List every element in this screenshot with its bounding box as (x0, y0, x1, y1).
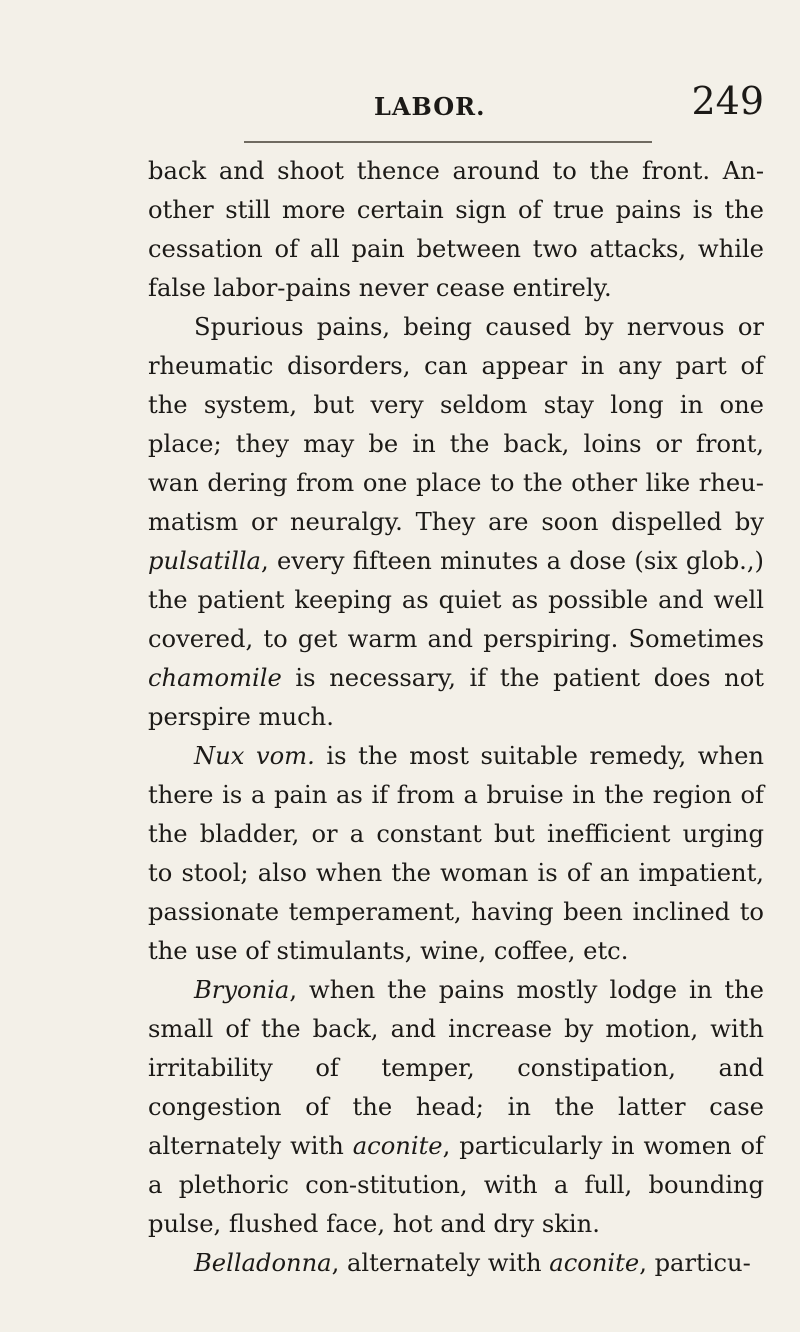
italic-term: Belladonna (194, 1249, 332, 1277)
text-run: Spurious pains, being caused by nervous or rheumatic disorders, can appear in any part of the system, but very seldom stay long in one place; they may be in the back, loins or front, wan dering from one place to the other like rheu-matism or neuralgy. They are soon dispelled by (148, 313, 764, 536)
text-run: is the most suitable remedy, when there is a pain as if from a bruise in the region of the bladder, or a constant but inefficient urging to stool; also when the woman is of an impatient, passionate temperament, having been inclined to the use of stimulants, wine, coffee, etc. (148, 742, 764, 965)
text-run: , alternately with (331, 1249, 550, 1277)
paragraph (148, 308, 764, 737)
text-run: , every fifteen minutes a dose (six glob.,) the patient keeping as quiet as possible and well covered, to get warm and perspiring. Sometimes (148, 547, 764, 653)
header-rule (244, 141, 652, 143)
text-run: , particu- (639, 1249, 751, 1277)
running-head: LABOR. (374, 92, 486, 121)
italic-term: chamomile (148, 664, 282, 692)
italic-term: Nux vom. (194, 742, 315, 770)
page-body (148, 152, 764, 1283)
text-run: is necessary, if the patient does not perspire much. (148, 664, 764, 731)
paragraph (148, 152, 764, 308)
paragraph (148, 737, 764, 971)
italic-term: aconite (352, 1132, 443, 1160)
text-run: back and shoot thence around to the front. An-other still more certain sign of true pains is the cessation of all pain between two attacks, while false labor-pains never cease entirely. (148, 157, 764, 302)
page-number: 249 (691, 79, 764, 123)
italic-term: pulsatilla (148, 547, 261, 575)
text-run: , particularly in women of a plethoric con-stitution, with a full, bounding pulse, flushed face, hot and dry skin. (148, 1132, 764, 1238)
page-header (148, 79, 764, 140)
italic-term: aconite (549, 1249, 640, 1277)
paragraph (148, 971, 764, 1244)
paragraph (148, 1244, 764, 1283)
text-run: , when the pains mostly lodge in the small of the back, and increase by motion, with irritability of temper, constipation, and congestion of the head; in the latter case alternately with (148, 976, 764, 1160)
italic-term: Bryonia (194, 976, 290, 1004)
